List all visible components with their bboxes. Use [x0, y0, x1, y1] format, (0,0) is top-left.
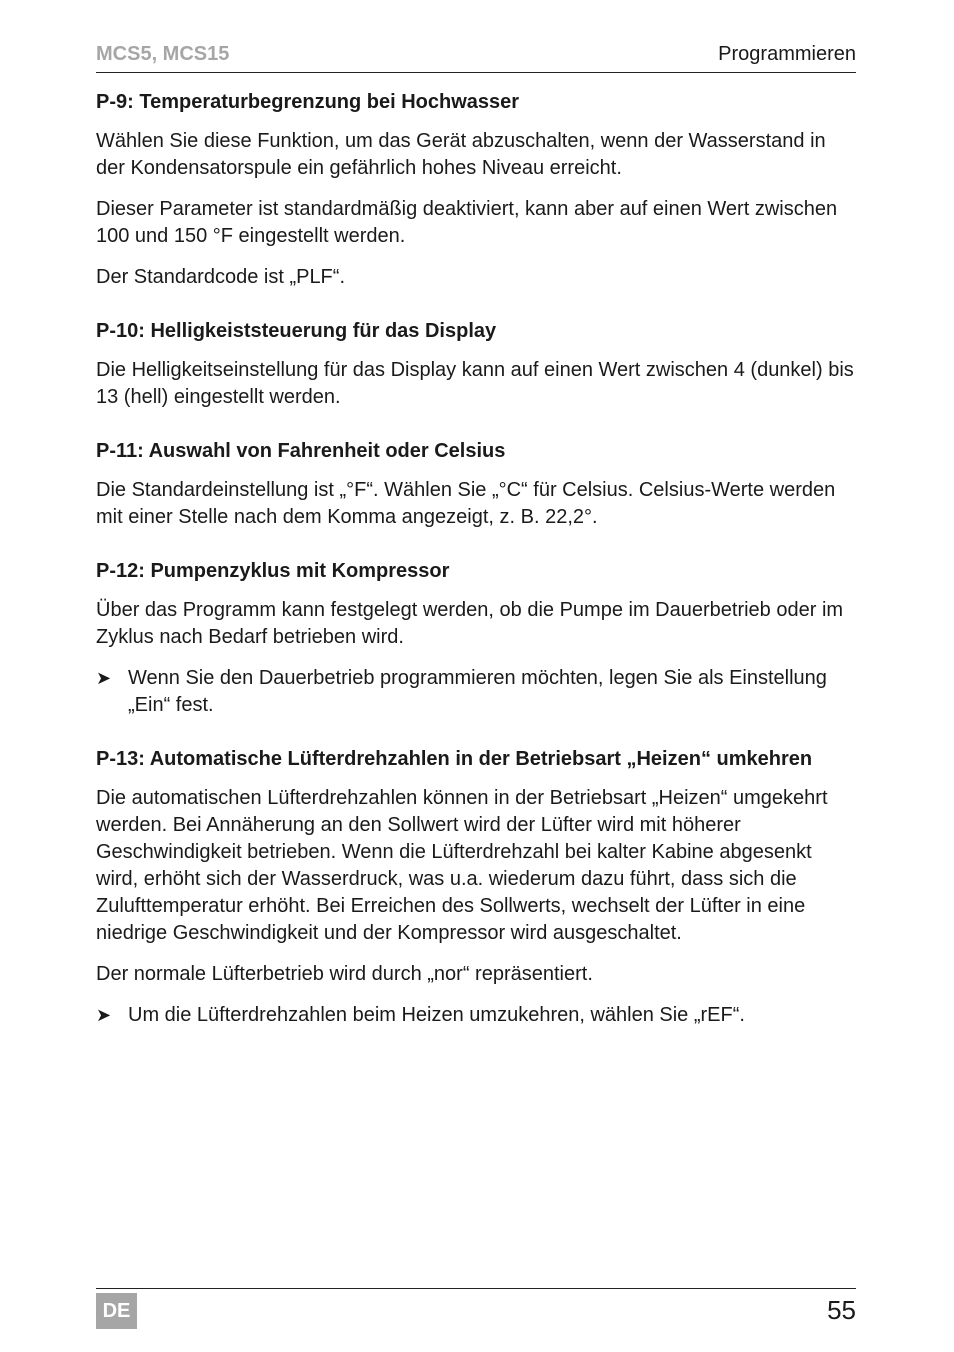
paragraph: Wählen Sie diese Funktion, um das Gerät abzuschalten, wenn der Wasserstand in der Kondensatorspule ein gefährlich hohes Niveau erreicht. [96, 130, 826, 179]
paragraph: Über das Programm kann festgelegt werden, ob die Pumpe im Dauerbetrieb oder im Zyklus nach Bedarf betrieben wird. [96, 599, 844, 648]
arrow-bullet-icon: ➤ [96, 668, 112, 688]
page-content [96, 88, 856, 1055]
section-p9 [96, 88, 856, 291]
section-heading: P-13: Automatische Lüfterdrehzahlen in der Betriebsart „Heizen“ umkehren [96, 748, 813, 770]
section-heading: P-12: Pumpenzyklus mit Kompressor [96, 560, 450, 582]
paragraph: Der Standardcode ist „PLF“. [96, 266, 345, 288]
model-name: MCS5, MCS15 [96, 43, 230, 65]
section-heading: P-11: Auswahl von Fahrenheit oder Celsius [96, 440, 506, 462]
paragraph: Dieser Parameter ist standardmäßig deaktiviert, kann aber auf einen Wert zwischen 100 und 150 °F eingestellt werden. [96, 198, 838, 247]
page-footer [96, 1288, 856, 1329]
chapter-title: Programmieren [718, 43, 856, 65]
section-p13 [96, 745, 856, 1029]
arrow-bullet-icon: ➤ [96, 1005, 112, 1025]
page-header [96, 40, 856, 73]
bullet-text: Wenn Sie den Dauerbetrieb programmieren möchten, legen Sie als Einstellung „Ein“ fest. [128, 667, 827, 716]
section-heading: P-9: Temperaturbegrenzung bei Hochwasser [96, 91, 520, 113]
paragraph: Der normale Lüfterbetrieb wird durch „nor“ repräsentiert. [96, 963, 593, 985]
section-p12 [96, 557, 856, 719]
section-p11 [96, 437, 856, 531]
paragraph: Die Helligkeitseinstellung für das Display kann auf einen Wert zwischen 4 (dunkel) bis 13 (hell) eingestellt werden. [96, 359, 854, 408]
section-heading: P-10: Helligkeiststeuerung für das Display [96, 320, 497, 342]
bullet-text: Um die Lüfterdrehzahlen beim Heizen umzukehren, wählen Sie „rEF“. [128, 1004, 745, 1026]
paragraph: Die Standardeinstellung ist „°F“. Wählen Sie „°C“ für Celsius. Celsius-Werte werden mit einer Stelle nach dem Komma angezeigt, z. B. 22,2°. [96, 479, 836, 528]
section-p10 [96, 317, 856, 411]
language-badge: DE [96, 1293, 137, 1329]
paragraph: Die automatischen Lüfterdrehzahlen können in der Betriebsart „Heizen“ umgekehrt werden. Bei Annäherung an den Sollwert wird der Lüfter wird mit höherer Geschwindigkeit betrieben. Wenn die Lüfterdrehzahl bei kalter Kabine abgesenkt wird, erhöht sich der Wasserdruck, was u.a. wiederum dazu führt, dass sich die Zulufttemperatur erhöht. Bei Erreichen des Sollwerts, wechselt der Lüfter in eine niedrige Geschwindigkeit und der Kompressor wird ausgeschaltet. [96, 787, 828, 944]
bullet-item [96, 1002, 856, 1029]
page-number: 55 [827, 1295, 856, 1325]
bullet-item [96, 665, 856, 719]
